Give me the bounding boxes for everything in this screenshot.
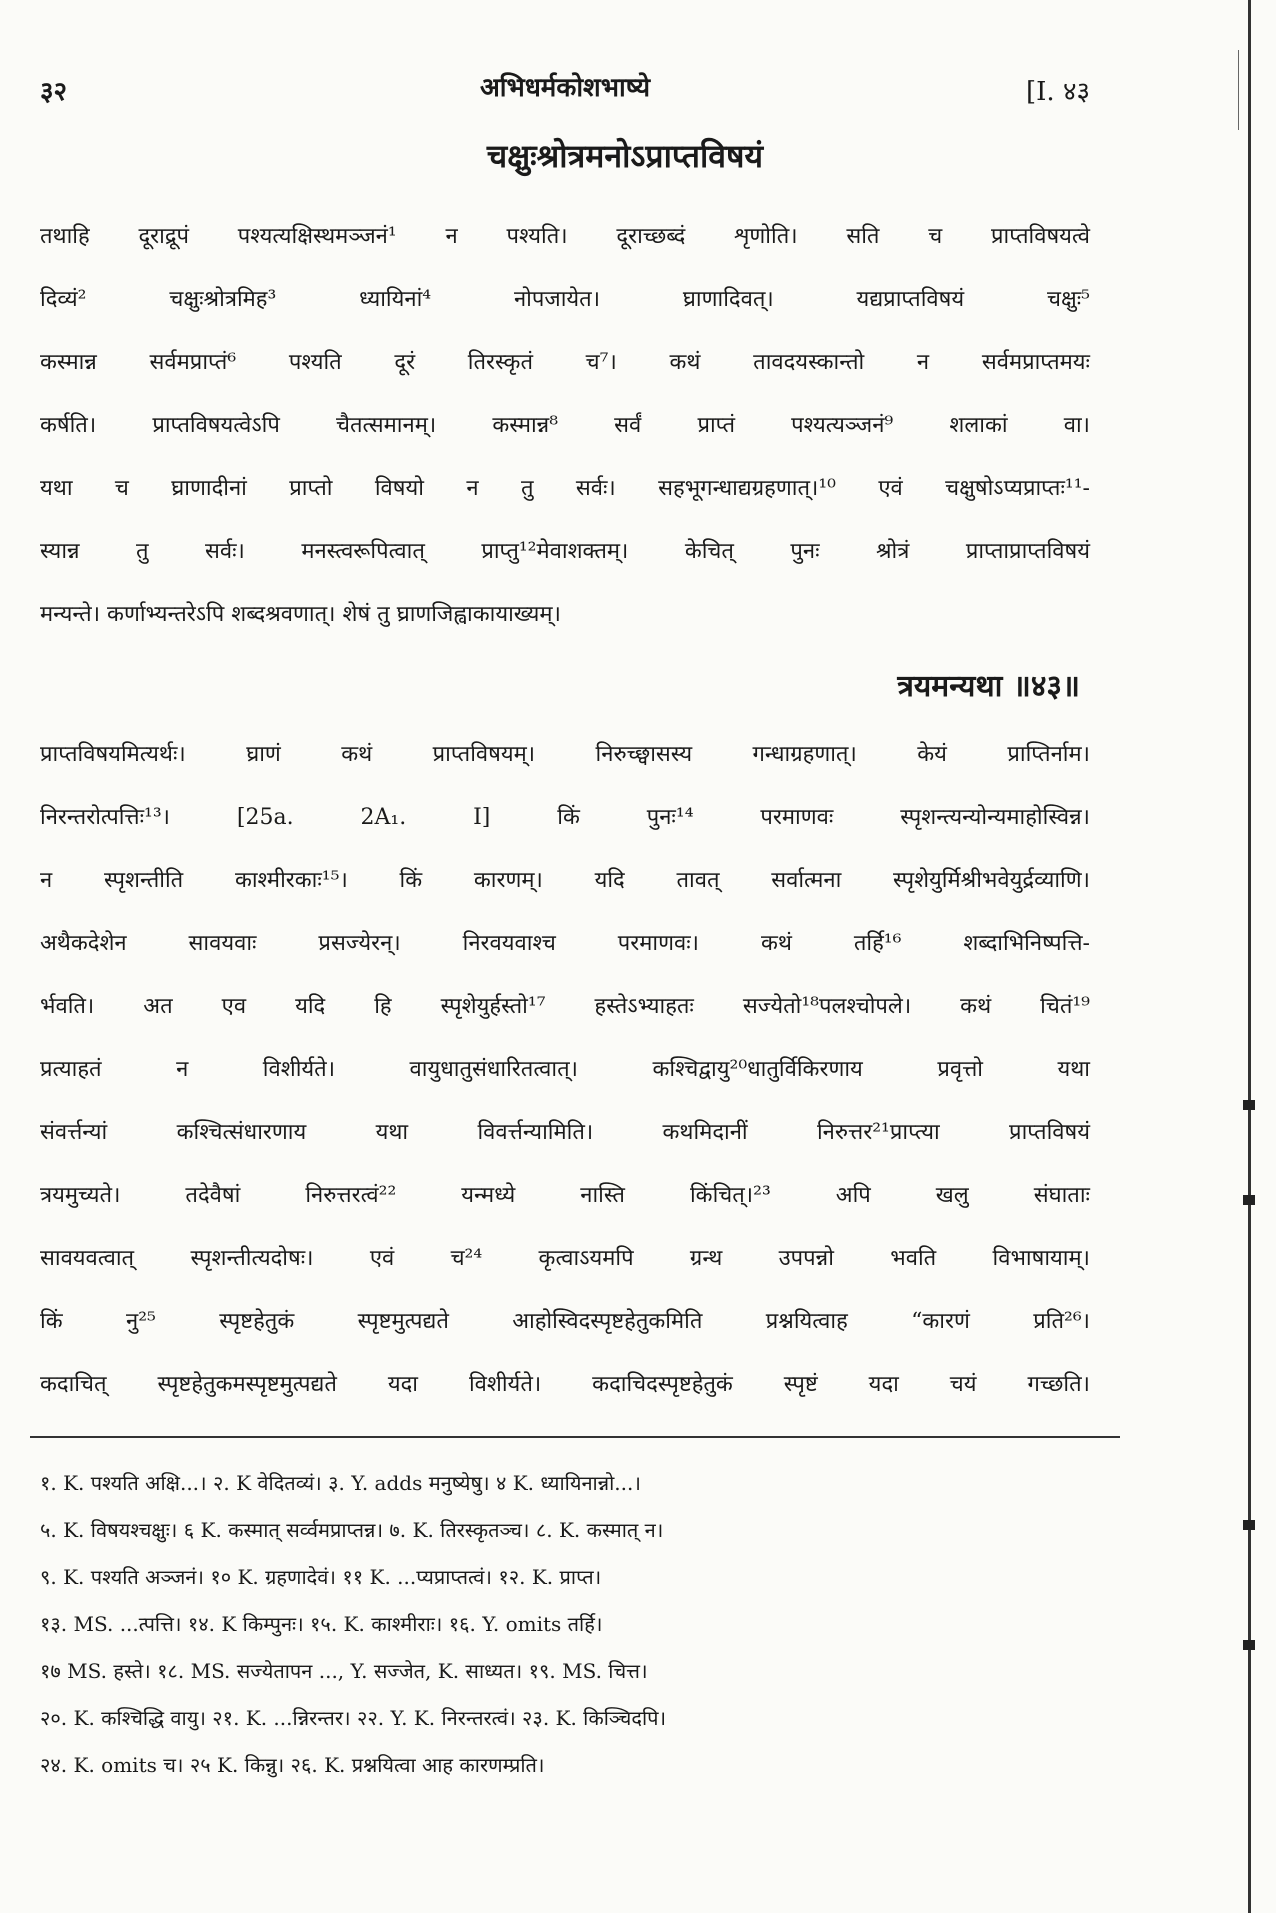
text-line: र्भवति। अत एव यदि हि स्पृशेयुर्हस्तो¹⁷ हस्तेऽभ्याहतः सज्येतो¹⁸पलश्चोपले। कथं चितं¹⁹ <box>40 994 1090 1019</box>
text-line: मन्यन्ते। कर्णाभ्यन्तरेऽपि शब्दश्रवणात्। शेषं तु घ्राणजिह्वाकायाख्यम्। <box>40 602 561 627</box>
text-line: यथा च घ्राणादीनां प्राप्तो विषयो न तु सर्वः। सहभूगन्धाद्यग्रहणात्।¹⁰ एवं चक्षुषोऽप्यप्राप्तः¹¹- <box>40 476 1090 501</box>
text-line: न स्पृशन्तीति काश्मीरकाः¹⁵। किं कारणम्। यदि तावत् सर्वात्मना स्पृशेयुर्मिश्रीभवेयुर्द्रव्याणि। <box>40 868 1090 893</box>
edge-tick <box>1243 1195 1255 1205</box>
page-number: ३२ <box>40 77 68 107</box>
edge-tick <box>1243 1100 1255 1110</box>
footnote-line: १. K. पश्यति अक्षि...। २. K वेदितव्यं। ३. Y. adds मनुष्येषु। ४ K. ध्यायिनान्नो...। <box>40 1471 641 1495</box>
paragraph-1 <box>40 205 1090 646</box>
margin-mark-top <box>1238 50 1239 130</box>
paragraph-2 <box>40 723 1090 1416</box>
text-line: दिव्यं² चक्षुःश्रोत्रमिह³ ध्यायिनां⁴ नोपजायेत। घ्राणादिवत्। यद्यप्राप्तविषयं चक्षुः⁵ <box>40 287 1090 312</box>
edge-tick <box>1243 1640 1255 1650</box>
section-reference: [I. ४३ <box>1026 77 1090 107</box>
running-head <box>40 60 1090 120</box>
text-line: कस्मान्न सर्वमप्राप्तं⁶ पश्यति दूरं तिरस्कृतं च⁷। कथं तावदयस्कान्तो न सर्वमप्राप्तमयः <box>40 350 1090 375</box>
text-line: किं नु²⁵ स्पृष्टहेतुकं स्पृष्टमुत्पद्यते आहोस्विदस्पृष्टहेतुकमिति प्रश्नयित्वाह “कारणं प्रति²⁶। <box>40 1309 1090 1334</box>
book-page <box>40 60 1090 1880</box>
text-line: प्राप्तविषयमित्यर्थः। घ्राणं कथं प्राप्तविषयम्। निरुच्छ्वासस्य गन्धाग्रहणात्। केयं प्राप्तिर्नाम। <box>40 742 1090 767</box>
text-line: कर्षति। प्राप्तविषयत्वेऽपि चैतत्समानम्। कस्मान्न⁸ सर्वं प्राप्तं पश्यत्यञ्जनं⁹ शलाकां वा। <box>40 413 1090 438</box>
verse-number-line: त्रयमन्यथा ॥४३॥ <box>897 669 1080 704</box>
text-line: प्रत्याहतं न विशीर्यते। वायुधातुसंधारितत्वात्। कश्चिद्वायु²⁰धातुर्विकिरणाय प्रवृत्तो यथा <box>40 1057 1090 1082</box>
footnote-line: १७ MS. हस्ते। १८. MS. सज्येतापन ..., Y. सज्जेत, K. साध्यत। १९. MS. चित्त। <box>40 1659 648 1683</box>
text-line: अथैकदेशेन सावयवाः प्रसज्येरन्। निरवयवाश्च परमाणवः। कथं तर्हि¹⁶ शब्दाभिनिष्पत्ति- <box>40 931 1090 956</box>
footnote-rule <box>30 1436 1120 1438</box>
footnote-line: २०. K. कश्चिद्धि वायु। २१. K. ...न्निरन्तर। २२. Y. K. निरन्तरत्वं। २३. K. किञ्चिदपि। <box>40 1706 667 1730</box>
footnotes <box>40 1460 1090 1789</box>
text-line: तथाहि दूराद्रूपं पश्यत्यक्षिस्थमञ्जनं¹ न पश्यति। दूराच्छब्दं शृणोति। सति च प्राप्तविषयत्वे <box>40 224 1090 249</box>
text-line: कदाचित् स्पृष्टहेतुकमस्पृष्टमुत्पद्यते यदा विशीर्यते। कदाचिदस्पृष्टहेतुकं स्पृष्टं यदा चयं गच्छति। <box>40 1372 1090 1397</box>
edge-tick <box>1243 1520 1255 1530</box>
verse-heading: चक्षुःश्रोत्रमनोऽप्राप्तविषयं <box>486 137 764 175</box>
text-line: निरन्तरोत्पत्तिः¹³। [25a. 2A₁. I] किं पुनः¹⁴ परमाणवः स्पृशन्त्यन्योन्यमाहोस्विन्न। <box>40 805 1090 830</box>
text-line: संवर्त्तन्यां कश्चित्संधारणाय यथा विवर्त्तन्यामिति। कथमिदानीं निरुत्तर²¹प्राप्त्या प्राप्तविषयं <box>40 1120 1090 1145</box>
text-line: त्रयमुच्यते। तदेवैषां निरुत्तरत्वं²² यन्मध्ये नास्ति किंचित्।²³ अपि खलु संघाताः <box>40 1183 1090 1208</box>
text-line: स्यान्न तु सर्वः। मनस्त्वरूपित्वात् प्राप्तु¹²मेवाशक्तम्। केचित् पुनः श्रोत्रं प्राप्ताप्राप्तविषयं <box>40 539 1090 564</box>
page-edge-line <box>1248 0 1251 1913</box>
text-line: सावयवत्वात् स्पृशन्तीत्यदोषः। एवं च²⁴ कृत्वाऽयमपि ग्रन्थ उपपन्नो भवति विभाषायाम्। <box>40 1246 1090 1271</box>
footnote-line: २४. K. omits च। २५ K. किन्नु। २६. K. प्रश्नयित्वा आह कारणम्प्रति। <box>40 1753 545 1777</box>
running-title: अभिधर्मकोशभाष्ये <box>479 73 651 103</box>
footnote-line: ५. K. विषयश्चक्षुः। ६ K. कस्मात् सर्व्वमप्राप्तन्न। ७. K. तिरस्कृतञ्च। ८. K. कस्मात् न। <box>40 1518 664 1542</box>
footnote-line: ९. K. पश्यति अञ्जनं। १० K. ग्रहणादेवं। ११ K. ...प्यप्राप्तत्वं। १२. K. प्राप्त। <box>40 1565 602 1589</box>
footnote-line: १३. MS. ...त्पत्ति। १४. K किम्पुनः। १५. K. काश्मीराः। १६. Y. omits तर्हि। <box>40 1612 603 1636</box>
